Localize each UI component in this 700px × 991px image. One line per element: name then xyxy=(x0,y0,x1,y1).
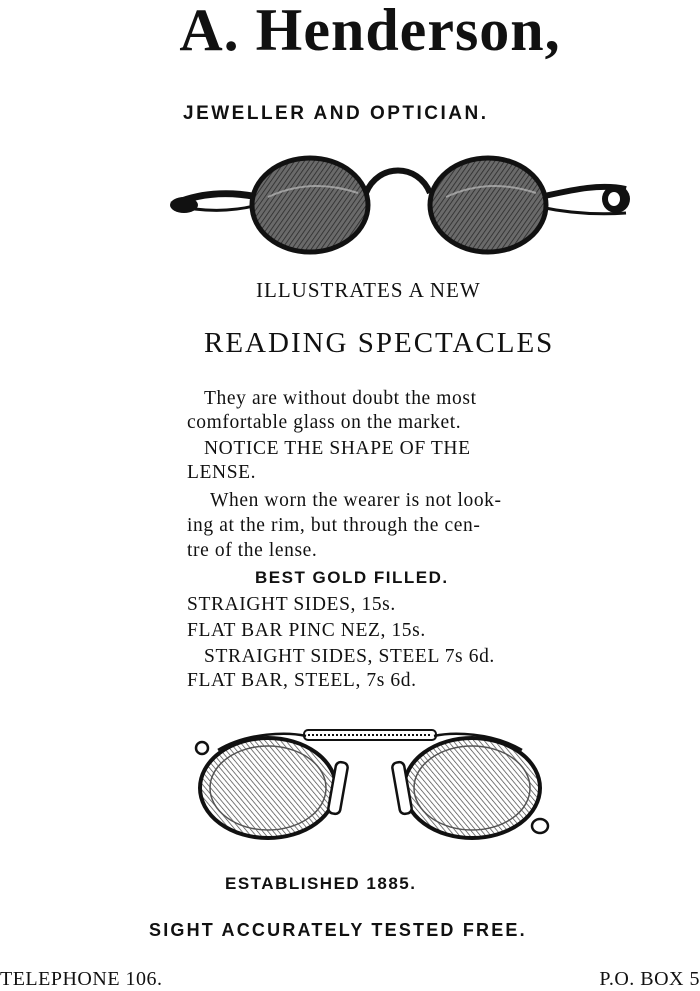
advertiser-name: A. Henderson, xyxy=(179,0,561,63)
sight-test-line: SIGHT ACCURATELY TESTED FREE. xyxy=(149,920,527,940)
product-heading: READING SPECTACLES xyxy=(204,327,555,359)
price-item: STRAIGHT SIDES, 15s. xyxy=(187,594,396,615)
body-line: They are without doubt the most xyxy=(204,388,477,409)
body-line: NOTICE THE SHAPE OF THE xyxy=(204,438,471,459)
body-line: LENSE. xyxy=(187,462,257,483)
body-line: ing at the rim, but through the cen- xyxy=(187,515,481,536)
flat-bar-pince-nez-illustration xyxy=(188,718,554,842)
price-item: FLAT BAR, STEEL, 7s 6d. xyxy=(187,670,417,691)
illustrates-line: ILLUSTRATES A NEW xyxy=(256,278,481,302)
telephone-number: TELEPHONE 106. xyxy=(0,968,163,990)
advertiser-trade: JEWELLER AND OPTICIAN. xyxy=(183,103,489,124)
po-box: P.O. BOX 5 xyxy=(599,968,700,990)
body-line: comfortable glass on the market. xyxy=(187,412,462,433)
body-line: tre of the lense. xyxy=(187,540,318,561)
price-item: FLAT BAR PINC NEZ, 15s. xyxy=(187,620,426,641)
price-list-heading: BEST GOLD FILLED. xyxy=(255,568,449,587)
body-line: When worn the wearer is not look- xyxy=(210,490,502,511)
price-item: STRAIGHT SIDES, STEEL 7s 6d. xyxy=(204,646,495,667)
established-line: ESTABLISHED 1885. xyxy=(225,874,417,893)
straight-sides-spectacles-illustration xyxy=(168,153,632,261)
